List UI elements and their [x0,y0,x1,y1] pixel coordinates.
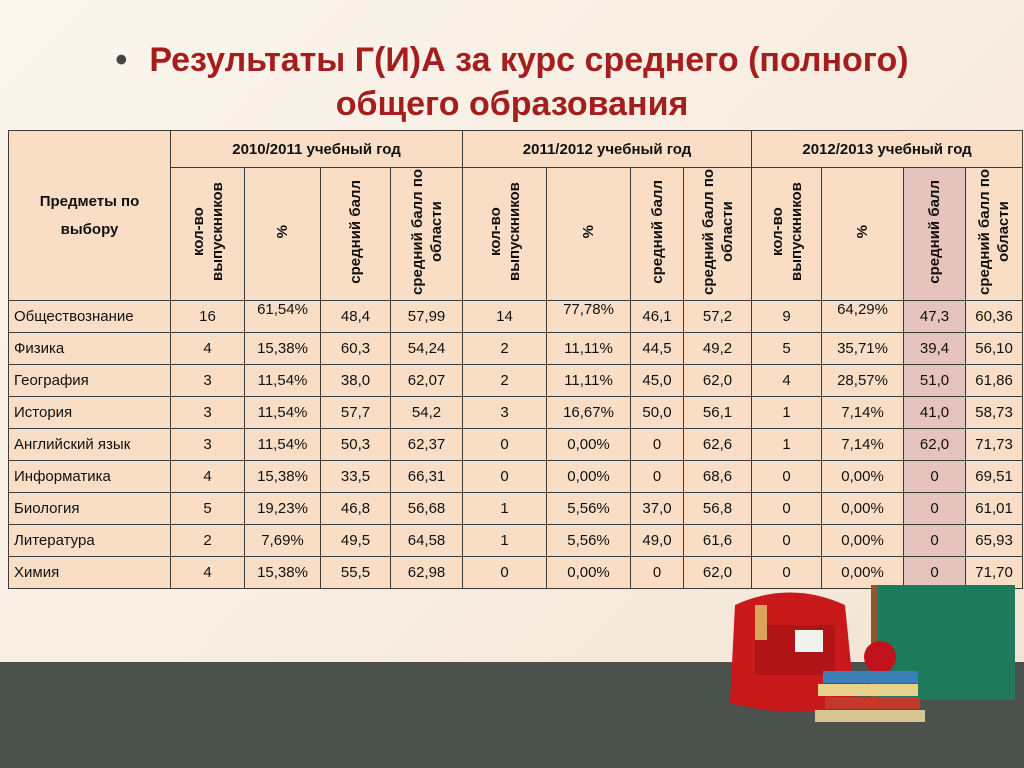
value-cell: 5 [171,493,245,525]
value-cell: 7,14% [822,429,904,461]
value-cell: 61,54% [245,301,321,333]
value-cell: 11,11% [547,333,631,365]
apple [864,641,896,673]
subject-cell: Английский язык [9,429,171,461]
table-row [9,301,1023,333]
value-cell: 3 [463,397,547,429]
value-cell: 9 [752,301,822,333]
year-header-2012: 2012/2013 учебный год [752,131,1023,168]
value-cell: 56,68 [391,493,463,525]
title-line-2: общего образования [335,85,689,123]
value-cell: 38,0 [321,365,391,397]
value-cell: 0,00% [822,461,904,493]
subheader-cell [463,168,547,301]
value-cell: 64,58 [391,525,463,557]
value-cell: 4 [171,557,245,589]
value-cell: 64,29% [822,301,904,333]
value-cell: 44,5 [631,333,684,365]
slide-title [0,38,1024,126]
value-cell: 61,01 [966,493,1023,525]
value-cell: 54,24 [391,333,463,365]
value-cell: 1 [463,525,547,557]
table-row [9,333,1023,365]
value-cell: 4 [171,333,245,365]
subheader-cell [391,168,463,301]
subheader-label: % [854,225,872,239]
subheader-label: средний балл [926,180,944,284]
value-cell: 62,37 [391,429,463,461]
value-cell: 4 [752,365,822,397]
value-cell: 11,54% [245,429,321,461]
value-cell: 62,0 [684,365,752,397]
value-cell: 71,73 [966,429,1023,461]
subheader-cell [966,168,1023,301]
value-cell: 46,8 [321,493,391,525]
value-cell: 0 [904,493,966,525]
subheader-cell [547,168,631,301]
value-cell: 57,7 [321,397,391,429]
value-cell: 56,8 [684,493,752,525]
value-cell: 0 [631,461,684,493]
value-cell: 61,86 [966,365,1023,397]
value-cell: 0 [631,429,684,461]
subject-cell: Обществознание [9,301,171,333]
value-cell: 28,57% [822,365,904,397]
subheader-cell [684,168,752,301]
subheader-label: средний балл по области [699,168,736,296]
value-cell: 65,93 [966,525,1023,557]
subheader-label: средний балл по области [976,168,1013,296]
subheader-label: средний балл [648,180,666,284]
value-cell: 2 [463,365,547,397]
value-cell: 0 [752,525,822,557]
subheader-label: кол-во выпускников [486,182,523,282]
value-cell: 0 [752,493,822,525]
table-row [9,365,1023,397]
value-cell: 1 [752,429,822,461]
value-cell: 61,6 [684,525,752,557]
value-cell: 60,36 [966,301,1023,333]
value-cell: 7,14% [822,397,904,429]
value-cell: 0 [904,525,966,557]
value-cell: 69,51 [966,461,1023,493]
value-cell: 62,07 [391,365,463,397]
value-cell: 57,99 [391,301,463,333]
results-table [8,130,1023,589]
value-cell: 7,69% [245,525,321,557]
value-cell: 0,00% [547,557,631,589]
value-cell: 0 [463,429,547,461]
value-cell: 54,2 [391,397,463,429]
subheader-label: кол-во выпускников [189,182,226,282]
subject-column-header: Предметы по выбору [9,131,171,301]
subheader-cell [171,168,245,301]
book-stack [823,671,918,683]
value-cell: 62,0 [684,557,752,589]
value-cell: 55,5 [321,557,391,589]
table-row [9,557,1023,589]
table-row [9,429,1023,461]
value-cell: 15,38% [245,333,321,365]
value-cell: 11,54% [245,365,321,397]
value-cell: 5,56% [547,493,631,525]
value-cell: 19,23% [245,493,321,525]
subheader-cell [321,168,391,301]
value-cell: 39,4 [904,333,966,365]
subject-cell: Химия [9,557,171,589]
subheader-label: средний балл по области [408,168,445,296]
value-cell: 57,2 [684,301,752,333]
value-cell: 46,1 [631,301,684,333]
value-cell: 11,54% [245,397,321,429]
value-cell: 15,38% [245,557,321,589]
value-cell: 11,11% [547,365,631,397]
value-cell: 58,73 [966,397,1023,429]
value-cell: 50,3 [321,429,391,461]
value-cell: 77,78% [547,301,631,333]
table-row [9,397,1023,429]
value-cell: 0,00% [547,461,631,493]
value-cell: 56,1 [684,397,752,429]
subject-cell: История [9,397,171,429]
value-cell: 50,0 [631,397,684,429]
value-cell: 49,2 [684,333,752,365]
value-cell: 0 [904,461,966,493]
value-cell: 48,4 [321,301,391,333]
value-cell: 0 [463,461,547,493]
value-cell: 3 [171,429,245,461]
value-cell: 16,67% [547,397,631,429]
subheader-label: кол-во выпускников [768,182,805,282]
subheader-cell [245,168,321,301]
value-cell: 47,3 [904,301,966,333]
value-cell: 60,3 [321,333,391,365]
year-header-2011: 2011/2012 учебный год [463,131,752,168]
value-cell: 0 [463,557,547,589]
value-cell: 0 [752,557,822,589]
value-cell: 5 [752,333,822,365]
value-cell: 5,56% [547,525,631,557]
value-cell: 49,0 [631,525,684,557]
value-cell: 37,0 [631,493,684,525]
value-cell: 51,0 [904,365,966,397]
value-cell: 1 [752,397,822,429]
subheader-label: % [274,225,291,239]
value-cell: 2 [171,525,245,557]
value-cell: 0,00% [822,557,904,589]
table-row [9,525,1023,557]
title-line-1: Результаты Г(И)А за курс среднего (полного) [149,41,909,79]
value-cell: 16 [171,301,245,333]
value-cell: 35,71% [822,333,904,365]
value-cell: 0 [631,557,684,589]
value-cell: 15,38% [245,461,321,493]
table-row [9,461,1023,493]
value-cell: 0 [752,461,822,493]
value-cell: 62,98 [391,557,463,589]
value-cell: 49,5 [321,525,391,557]
subject-cell: Литература [9,525,171,557]
subheader-cell [631,168,684,301]
value-cell: 3 [171,365,245,397]
subheader-label: средний балл [347,180,364,284]
year-header-2010: 2010/2011 учебный год [171,131,463,168]
value-cell: 14 [463,301,547,333]
value-cell: 41,0 [904,397,966,429]
value-cell: 0 [904,557,966,589]
value-cell: 71,70 [966,557,1023,589]
subject-cell: Биология [9,493,171,525]
subheader-cell [752,168,822,301]
subheader-cell [822,168,904,301]
subheader-label: % [580,225,598,239]
subject-cell: Физика [9,333,171,365]
subject-cell: Информатика [9,461,171,493]
subheader-cell [904,168,966,301]
value-cell: 2 [463,333,547,365]
value-cell: 33,5 [321,461,391,493]
value-cell: 56,10 [966,333,1023,365]
school-supplies-picture [715,585,1024,735]
value-cell: 1 [463,493,547,525]
value-cell: 0,00% [822,525,904,557]
value-cell: 45,0 [631,365,684,397]
value-cell: 66,31 [391,461,463,493]
value-cell: 62,0 [904,429,966,461]
table-row [9,493,1023,525]
bullet-icon: • [115,41,128,79]
value-cell: 0,00% [822,493,904,525]
value-cell: 62,6 [684,429,752,461]
value-cell: 3 [171,397,245,429]
value-cell: 4 [171,461,245,493]
subject-cell: География [9,365,171,397]
value-cell: 68,6 [684,461,752,493]
value-cell: 0,00% [547,429,631,461]
